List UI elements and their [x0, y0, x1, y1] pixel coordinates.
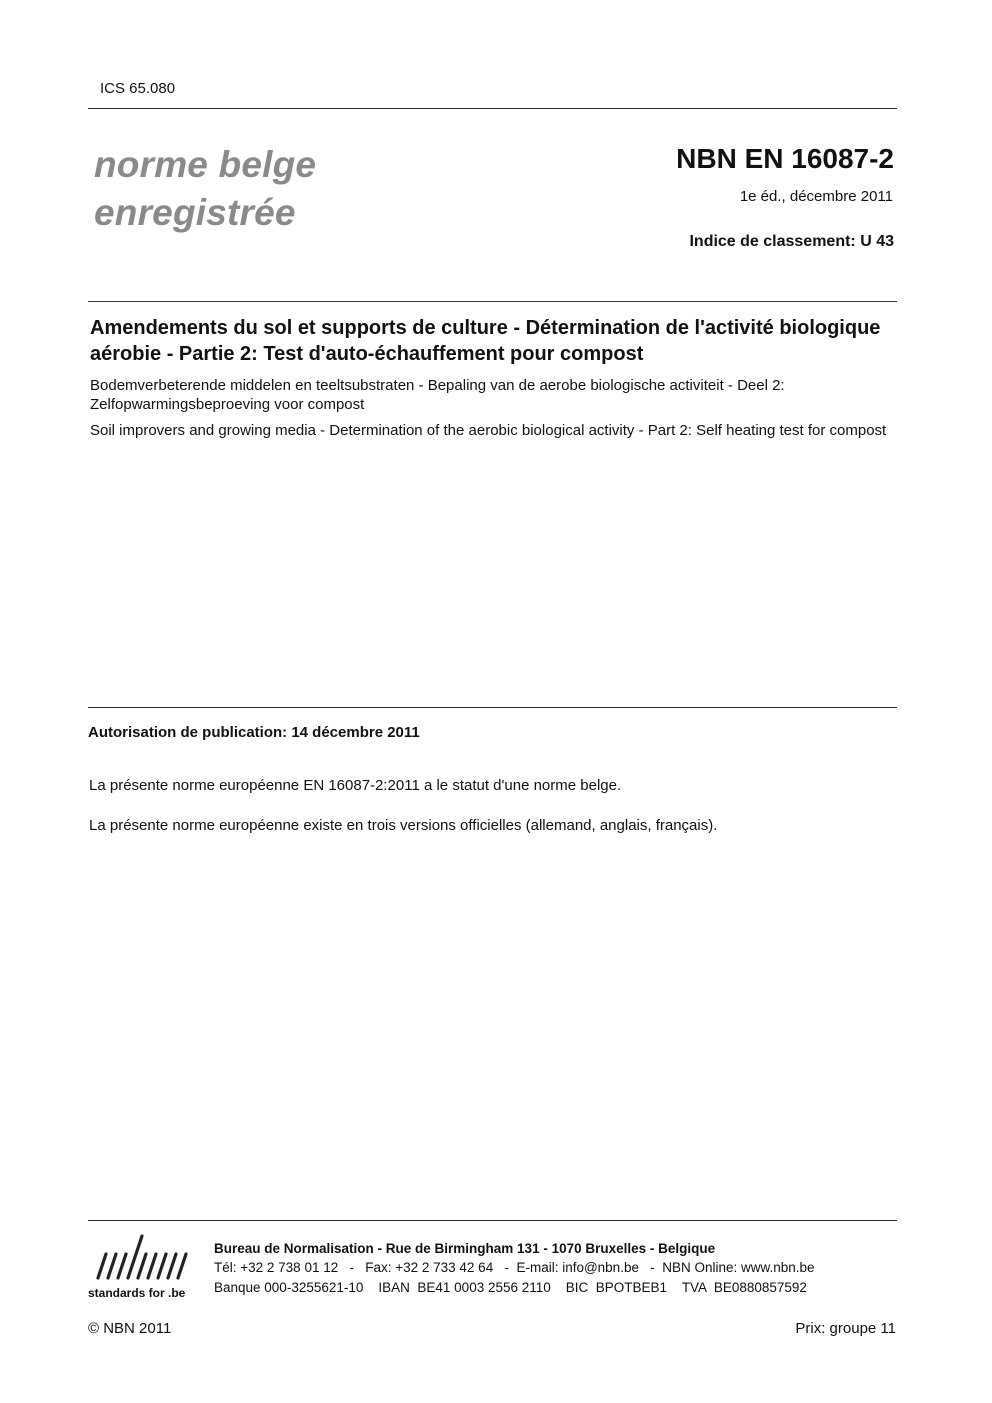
logo-tagline: standards for .be — [88, 1286, 186, 1300]
footer-divider — [88, 1220, 897, 1221]
standard-number: NBN EN 16087-2 — [676, 143, 894, 174]
nbn-logo-mark-icon — [88, 1232, 200, 1284]
status-paragraph: La présente norme européenne EN 16087-2:2011 a le statut d'une norme belge. — [89, 777, 622, 794]
title-divider — [88, 301, 897, 302]
header-divider — [88, 108, 897, 109]
contact-info: Tél: +32 2 738 01 12 - Fax: +32 2 733 42 64 - E-mail: info@nbn.be - NBN Online: www.nbn.be — [214, 1260, 815, 1275]
ics-code: ICS 65.080 — [100, 80, 176, 97]
nbn-logo — [88, 1232, 200, 1302]
body-divider — [88, 707, 897, 708]
bureau-address: Bureau de Normalisation - Rue de Birmingham 131 - 1070 Bruxelles - Belgique — [214, 1241, 716, 1256]
title-english: Soil improvers and growing media - Determination of the aerobic biological activity - Part 2: Self heating test for compost — [90, 422, 887, 439]
bank-info: Banque 000-3255621-10 IBAN BE41 0003 2556 2110 BIC BPOTBEB1 TVA BE0880857592 — [214, 1280, 807, 1295]
title-french: Amendements du sol et supports de culture - Détermination de l'activité biologique aérobie - Partie 2: Test d'auto-échauffement pour compost — [90, 317, 881, 365]
edition-date: 1e éd., décembre 2011 — [739, 188, 893, 205]
classification-index: Indice de classement: U 43 — [689, 233, 894, 250]
category-line-1: norme belge — [94, 144, 317, 185]
document-category — [94, 141, 316, 237]
versions-paragraph: La présente norme européenne existe en trois versions officielles (allemand, anglais, français). — [89, 817, 718, 834]
price-group: Prix: groupe 11 — [795, 1320, 896, 1337]
title-dutch: Bodemverbeterende middelen en teeltsubstraten - Bepaling van de aerobe biologische activiteit - Deel 2: Zelfopwarmingsbeproeving voor compost — [90, 377, 785, 413]
publication-authorization: Autorisation de publication: 14 décembre 2011 — [88, 724, 420, 741]
category-line-2: enregistrée — [94, 192, 296, 233]
copyright: © NBN 2011 — [88, 1320, 172, 1337]
